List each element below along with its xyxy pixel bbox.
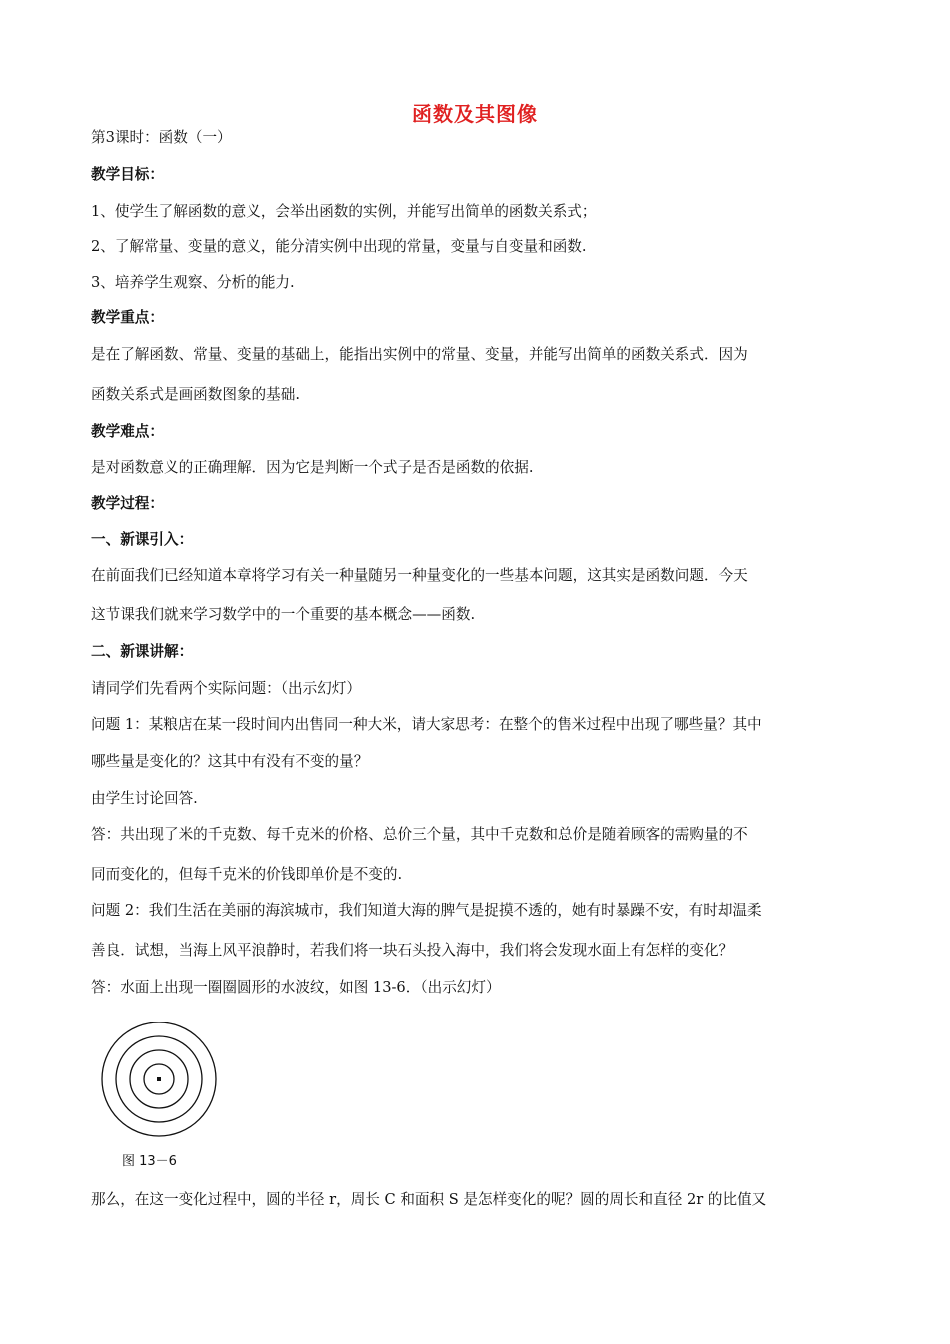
center-point (157, 1077, 161, 1081)
section2-text: 问题 1：某粮店在某一段时间内出售同一种大米，请大家思考：在整个的售米过程中出现了哪些量？其中 (91, 716, 762, 733)
objective-item: 1、使学生了解函数的意义，会举出函数的实例，并能写出简单的函数关系式； (91, 203, 597, 220)
section2-text: 请同学们先看两个实际问题：（出示幻灯） (91, 680, 361, 697)
objectives-heading: 教学目标： (91, 166, 164, 183)
document-title: 函数及其图像 (412, 102, 538, 126)
section2-text: 哪些量是变化的？这其中有没有不变的量？ (91, 753, 369, 770)
objective-item: 2、了解常量、变量的意义，能分清实例中出现的常量，变量与自变量和函数. (91, 238, 587, 255)
difficulty-heading: 教学难点： (91, 423, 164, 440)
key-points-text: 函数关系式是画函数图象的基础. (91, 386, 300, 403)
water-ripple-diagram (98, 1022, 220, 1144)
objective-item: 3、培养学生观察、分析的能力. (91, 274, 295, 291)
section2-text: 由学生讨论回答. (91, 790, 198, 807)
figure-caption: 图 13－6 (122, 1154, 177, 1169)
concentric-circles-figure (98, 1022, 228, 1144)
section2-text: 答：水面上出现一圈圈圆形的水波纹，如图 13-6．（出示幻灯） (91, 979, 501, 996)
section2-heading: 二、新课讲解： (91, 643, 194, 660)
difficulty-text: 是对函数意义的正确理解．因为它是判断一个式子是否是函数的依据. (91, 459, 534, 476)
section2-text: 问题 2：我们生活在美丽的海滨城市，我们知道大海的脾气是捉摸不透的，她有时暴躁不安，有时却温柔 (91, 902, 762, 919)
section1-heading: 一、新课引入： (91, 531, 194, 548)
section2-text: 善良．试想，当海上风平浪静时，若我们将一块石头投入海中，我们将会发现水面上有怎样的变化？ (91, 942, 734, 959)
section2-text: 同而变化的，但每千克米的价钱即单价是不变的. (91, 866, 403, 883)
lesson-label: 第3课时：函数（一） (91, 129, 232, 146)
key-points-text: 是在了解函数、常量、变量的基础上，能指出实例中的常量、变量，并能写出简单的函数关系式．因为 (91, 346, 748, 363)
section1-text: 这节课我们就来学习数学中的一个重要的基本概念——函数. (91, 606, 476, 623)
section2-text: 答：共出现了米的千克数、每千克米的价格、总价三个量，其中千克数和总价是随着顾客的需购量的不 (91, 826, 748, 843)
closing-text: 那么，在这一变化过程中，圆的半径 r，周长 C 和面积 S 是怎样变化的呢？圆的周长和直径 2r 的比值又 (91, 1191, 767, 1208)
process-heading: 教学过程： (91, 495, 164, 512)
section1-text: 在前面我们已经知道本章将学习有关一种量随另一种量变化的一些基本问题，这其实是函数问题．今天 (91, 567, 748, 584)
key-points-heading: 教学重点： (91, 309, 164, 326)
